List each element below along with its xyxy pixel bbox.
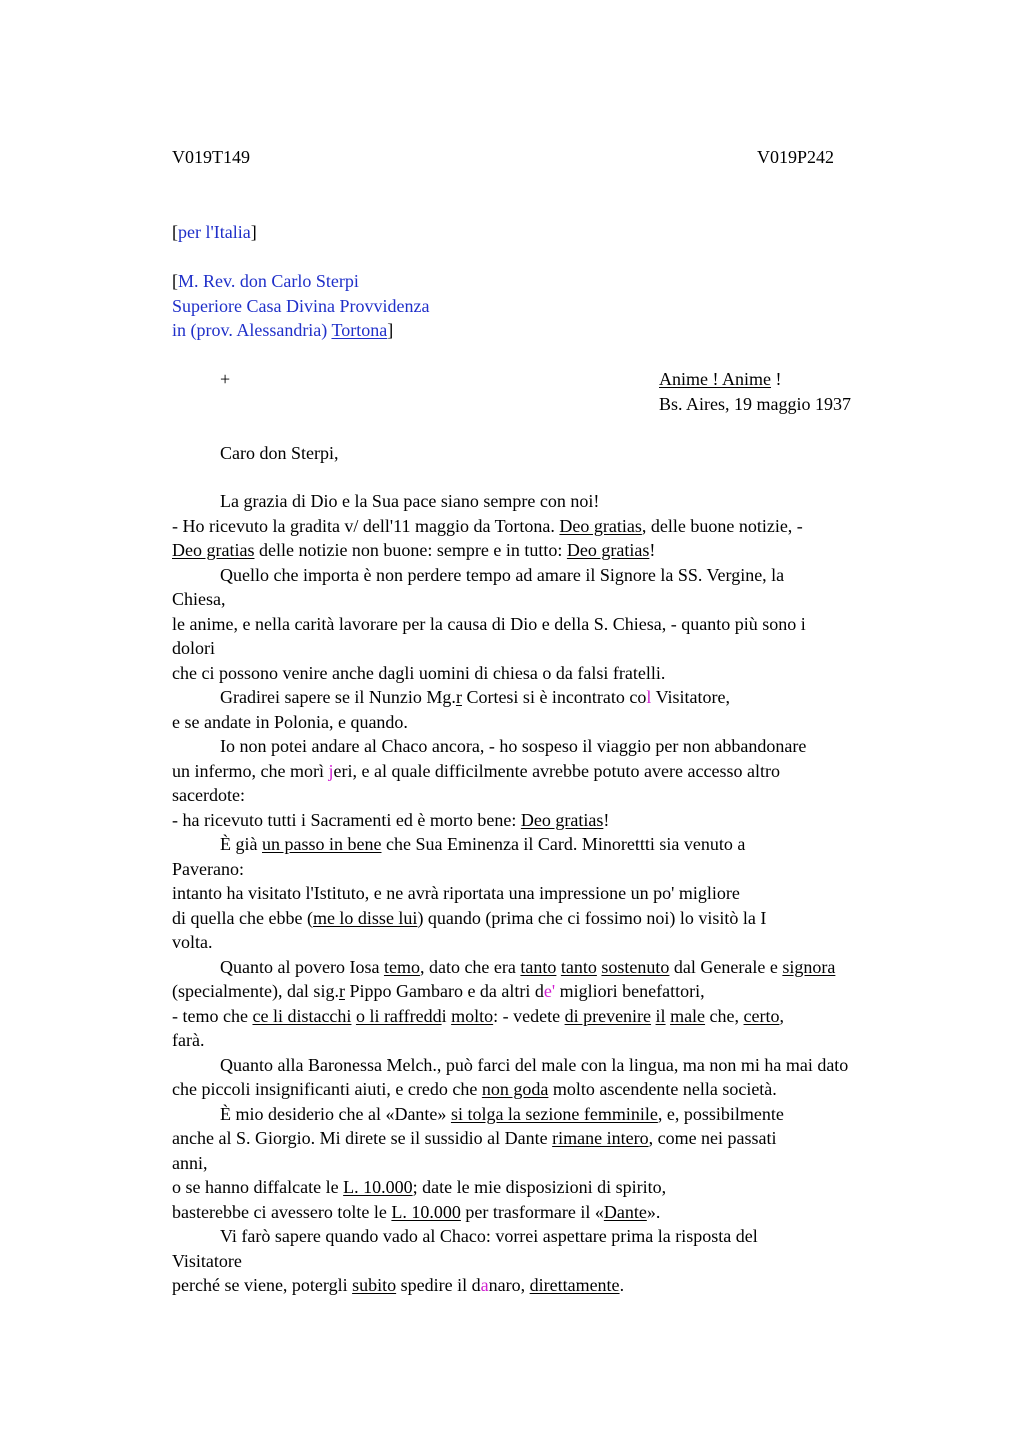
- text-run: ».: [646, 1201, 661, 1222]
- text-run: È mio desiderio che al «Dante»: [220, 1103, 451, 1124]
- text-run: delle notizie non buone: sempre e in tutto:: [254, 540, 567, 560]
- underlined-text: signora: [782, 956, 836, 977]
- body-line: e se andate in Polonia, e quando.: [172, 711, 408, 732]
- text-run: spedire il d: [396, 1275, 481, 1295]
- text-run: .: [619, 1275, 625, 1295]
- address-line-2: Superiore Casa Divina Provvidenza: [172, 295, 430, 316]
- correction-mark: l: [646, 687, 652, 707]
- place-date: Bs. Aires, 19 maggio 1937: [659, 394, 851, 414]
- destination-text: per l'Italia: [178, 222, 251, 242]
- text-run: - Ho ricevuto la gradita v/ dell'11 maggio da Tortona.: [172, 515, 560, 536]
- underlined-text: di prevenire: [564, 1005, 652, 1026]
- text-run: per trasformare il «: [460, 1201, 604, 1222]
- underlined-text: Deo gratias: [520, 809, 604, 830]
- text-run: - ha ricevuto tutti i Sacramenti ed è morto bene:: [172, 809, 521, 830]
- document-code-left: V019T149: [172, 147, 250, 167]
- body-line: [172, 906, 972, 931]
- underlined-text: non goda: [481, 1079, 549, 1099]
- underlined-text: subito: [352, 1275, 397, 1295]
- motto-underlined: Anime ! Anime: [659, 369, 771, 389]
- body-line: Paverano:: [172, 858, 244, 879]
- underlined-text: si tolga la sezione femminile: [450, 1103, 658, 1124]
- text-run: un infermo, che morì: [172, 760, 329, 781]
- text-run: i: [441, 1005, 452, 1026]
- text-run: !: [770, 369, 782, 389]
- text-run: molto ascendente nella società.: [548, 1079, 777, 1099]
- underlined-text: tanto: [520, 956, 557, 977]
- underlined-text: il: [655, 1005, 666, 1026]
- text-run: !: [603, 809, 610, 830]
- body-line: [172, 1077, 972, 1102]
- underlined-text: o li raffredd: [355, 1005, 442, 1026]
- body-line: volta.: [172, 932, 213, 952]
- text-run: , e, possibilmente: [657, 1103, 784, 1124]
- underlined-text: un passo in bene: [262, 834, 382, 854]
- correction-mark: e': [543, 981, 556, 1001]
- body-line: intanto ha visitato l'Istituto, e ne avrà riportata una impressione un po' migliore: [172, 883, 740, 903]
- text-run: (specialmente), dal sig.: [172, 981, 339, 1001]
- letter-body: [172, 489, 972, 1298]
- body-line: [172, 1273, 972, 1298]
- body-line: Vi farò sapere quando vado al Chaco: vorrei aspettare prima la risposta del: [220, 1226, 758, 1246]
- text-run: Visitatore,: [651, 687, 730, 707]
- underlined-text: sostenuto: [601, 956, 670, 977]
- text-run: , delle buone notizie, -: [641, 515, 803, 536]
- body-line: [172, 1175, 972, 1200]
- text-run: , dato che era: [419, 956, 521, 977]
- text-run: : - vedete: [493, 1005, 565, 1026]
- body-line: [172, 979, 972, 1004]
- body-line: dolori: [172, 638, 215, 658]
- salutation: Caro don Sterpi,: [220, 443, 339, 463]
- body-line: Visitatore: [172, 1250, 242, 1271]
- cross-symbol: +: [220, 369, 231, 389]
- address-line-3: [172, 318, 429, 343]
- address-city: Tortona: [331, 320, 388, 340]
- underlined-text: L. 10.000: [343, 1177, 413, 1197]
- text-run: - temo che: [172, 1005, 253, 1026]
- text-run: che Sua Eminenza il Card. Minorettti sia venuto a: [381, 834, 746, 854]
- correction-mark: j: [328, 760, 334, 781]
- text-run: o se hanno diffalcate le: [172, 1177, 344, 1197]
- underlined-text: Deo gratias: [559, 515, 642, 536]
- body-line: [172, 759, 972, 784]
- underlined-text: certo: [743, 1005, 780, 1026]
- text-run: migliori benefattori,: [555, 981, 705, 1001]
- body-line: le anime, e nella carità lavorare per la causa di Dio e della S. Chiesa, - quanto più sono i: [172, 613, 806, 634]
- text-run: dal Generale e: [669, 956, 783, 977]
- body-line: [172, 1102, 972, 1127]
- underlined-text: rimane intero: [552, 1128, 649, 1148]
- underlined-text: r: [455, 687, 462, 707]
- underlined-text: L. 10.000: [391, 1201, 461, 1222]
- body-line: [172, 808, 972, 833]
- text-run: , come nei passati: [648, 1128, 777, 1148]
- motto: [659, 367, 781, 392]
- body-line: Io non potei andare al Chaco ancora, - ho sospeso il viaggio per non abbandonare: [220, 736, 807, 756]
- underlined-text: molto: [451, 1005, 494, 1026]
- body-line: anni,: [172, 1152, 208, 1173]
- document-code-right: V019P242: [757, 147, 835, 167]
- text-run: Gradirei sapere se il Nunzio Mg.: [220, 687, 456, 707]
- body-line: Chiesa,: [172, 589, 226, 609]
- underlined-text: Deo gratias: [172, 540, 255, 560]
- text-run: Quanto al povero Iosa: [220, 956, 384, 977]
- underlined-text: Deo gratias: [566, 540, 650, 560]
- underlined-text: me lo disse lui: [312, 907, 418, 928]
- body-line: Quanto alla Baronessa Melch., può farci del male con la lingua, ma non mi ha mai dato: [220, 1054, 849, 1075]
- text-run: perché se viene, potergli: [172, 1275, 353, 1295]
- text-run: È già: [220, 834, 262, 854]
- text-run: !: [649, 540, 656, 560]
- body-line: La grazia di Dio e la Sua pace siano sempre con noi!: [220, 491, 600, 511]
- body-line: che ci possono venire anche dagli uomini di chiesa o da falsi fratelli.: [172, 662, 666, 683]
- body-line: [172, 1200, 972, 1225]
- text-run: di quella che ebbe (: [172, 907, 313, 928]
- destination-note: [172, 220, 257, 245]
- underlined-text: ce li distacchi: [252, 1005, 352, 1026]
- text-run: basterebbe ci avessero tolte le: [172, 1201, 392, 1222]
- body-line: Quello che importa è non perdere tempo ad amare il Signore la SS. Vergine, la: [220, 564, 785, 585]
- text-run: ) quando (prima che ci fossimo noi) lo visitò la I: [417, 907, 767, 928]
- correction-mark: a: [480, 1275, 489, 1295]
- text-run: M. Rev. don Carlo Sterpi: [178, 271, 359, 291]
- bracket-open: [: [172, 222, 178, 242]
- text-run: in (prov. Alessandria): [172, 320, 332, 340]
- body-line: farà.: [172, 1030, 205, 1050]
- body-line: sacerdote:: [172, 785, 245, 805]
- underlined-text: direttamente: [529, 1275, 620, 1295]
- text-run: che,: [705, 1005, 744, 1026]
- body-line: [172, 514, 972, 539]
- address-line-1: [172, 269, 429, 294]
- underlined-text: temo: [383, 956, 420, 977]
- underlined-text: tanto: [560, 956, 597, 977]
- bracket-close: ]: [250, 222, 257, 242]
- recipient-address: [172, 269, 429, 343]
- text-run: eri, e al quale difficilmente avrebbe potuto avere accesso altro: [333, 760, 780, 781]
- body-line: [172, 1004, 972, 1029]
- body-line: [172, 955, 972, 980]
- body-line: [172, 1126, 972, 1151]
- text-run: [: [172, 271, 178, 291]
- text-run: Pippo Gambaro e da altri d: [344, 981, 544, 1001]
- text-run: naro,: [488, 1275, 530, 1295]
- text-run: che piccoli insignificanti aiuti, e credo che: [172, 1079, 482, 1099]
- text-run: ,: [779, 1005, 785, 1026]
- underlined-text: r: [338, 981, 345, 1001]
- underlined-text: male: [670, 1005, 706, 1026]
- text-run: anche al S. Giorgio. Mi direte se il sussidio al Dante: [172, 1128, 553, 1148]
- text-run: ; date le mie disposizioni di spirito,: [412, 1177, 667, 1197]
- text-run: Cortesi si è incontrato co: [461, 687, 647, 707]
- body-line: [172, 832, 972, 857]
- body-line: [172, 538, 972, 563]
- text-run: ]: [387, 320, 394, 340]
- body-line: [172, 685, 972, 710]
- underlined-text: Dante: [603, 1201, 647, 1222]
